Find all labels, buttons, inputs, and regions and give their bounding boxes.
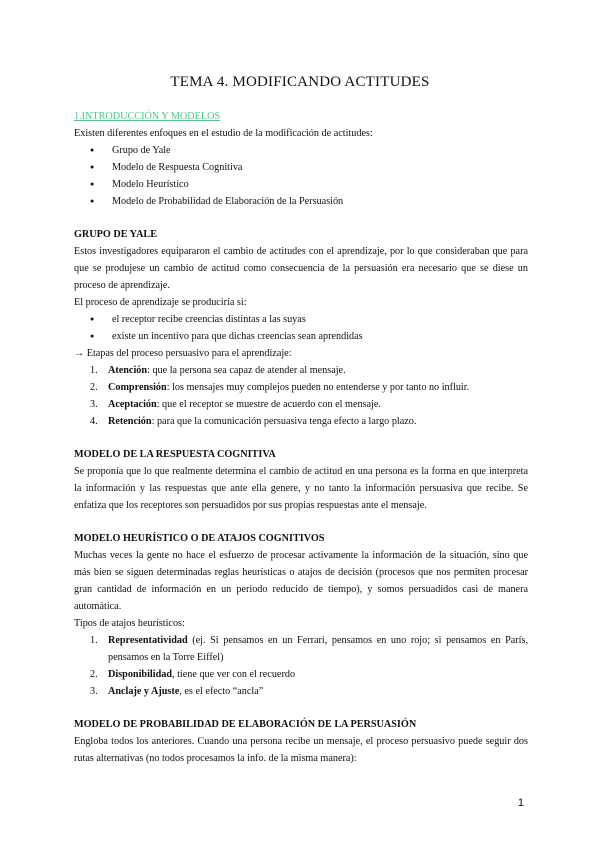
yale-stages-intro: → Etapas del proceso persuasivo para el aprendizaje: — [74, 348, 292, 359]
yale-heading: GRUPO DE YALE — [74, 229, 158, 240]
list-item: ● Modelo Heurístico — [74, 176, 528, 193]
document-body — [74, 108, 528, 767]
elaboration-heading: MODELO DE PROBABILIDAD DE ELABORACIÓN DE LA PERSUASIÓN — [74, 719, 417, 730]
intro-heading: 1.INTRODUCCIÓN Y MODELOS — [74, 111, 221, 122]
heuristic-paragraph: Muchas veces la gente no hace el esfuerzo de procesar activamente la información de la situación, sino que más bien se siguen determinadas reglas heurísticas o atajos de decisión (procesos que nos permiten procesar gran cantidad de información en un periodo reducido de tiempo), y somos persuadidos casi de manera automática. — [74, 550, 528, 612]
yale-stages — [74, 362, 528, 430]
yale-paragraph: Estos investigadores equipararon el cambio de actitudes con el aprendizaje, por lo que consideraban que para que se produjese un cambio de actitud como consecuencia de la persuasión era necesario que se diese un proceso de aprendizaje. — [74, 246, 528, 291]
list-item: 3. Anclaje y Ajuste, es el efecto “ancla” — [90, 686, 264, 697]
heuristic-types-intro: Tipos de atajos heurísticos: — [74, 618, 185, 629]
list-item: 1. Representatividad (ej. Si pensamos en un Ferrari, pensamos en uno rojo; si pensamos en París, pensamos en la Torre Eiffel) — [90, 635, 528, 663]
list-item: 2. Disponibilidad, tiene que ver con el recuerdo — [90, 669, 296, 680]
heuristic-types — [74, 632, 528, 700]
list-item: ● existe un incentivo para que dichas creencias sean aprendidas — [74, 328, 528, 345]
list-item: ● Modelo de Respuesta Cognitiva — [74, 159, 528, 176]
list-item: 4. Retención: para que la comunicación persuasiva tenga efecto a largo plazo. — [90, 416, 417, 427]
list-item: ● Modelo de Probabilidad de Elaboración de la Persuasión — [74, 193, 528, 210]
elaboration-paragraph: Engloba todos los anteriores. Cuando una persona recibe un mensaje, el proceso persuasivo puede seguir dos rutas alternativas (no todos procesamos la info. de la misma manera): — [74, 736, 528, 764]
yale-process-intro: El proceso de aprendizaje se produciría si: — [74, 297, 247, 308]
page-number: 1 — [517, 797, 524, 809]
intro-text: Existen diferentes enfoques en el estudio de la modificación de actitudes: — [74, 128, 373, 139]
cognitive-heading: MODELO DE LA RESPUESTA COGNITIVA — [74, 449, 276, 460]
list-item: 1. Atención: que la persona sea capaz de atender al mensaje. — [90, 365, 346, 376]
cognitive-paragraph: Se proponía que lo que realmente determina el cambio de actitud en una persona es la forma en que interpreta la información y las respuestas que ante ella genere, y no tanto la información persuasiva que recibe. Se enfatiza que los receptores son persuadidos por sus propias respuestas ante el mensaje. — [74, 466, 528, 511]
yale-conditions — [74, 311, 528, 345]
list-item: ● el receptor recibe creencias distintas a las suyas — [74, 311, 528, 328]
list-item: 3. Aceptación: que el receptor se muestre de acuerdo con el mensaje. — [90, 399, 381, 410]
intro-list — [74, 142, 528, 210]
heuristic-heading: MODELO HEURÍSTICO O DE ATAJOS COGNITIVOS — [74, 533, 325, 544]
list-item: 2. Comprensión: los mensajes muy complejos pueden no entenderse y por tanto no influir. — [90, 382, 470, 393]
list-item: ● Grupo de Yale — [74, 142, 528, 159]
page-title: TEMA 4. MODIFICANDO ACTITUDES — [170, 74, 430, 90]
